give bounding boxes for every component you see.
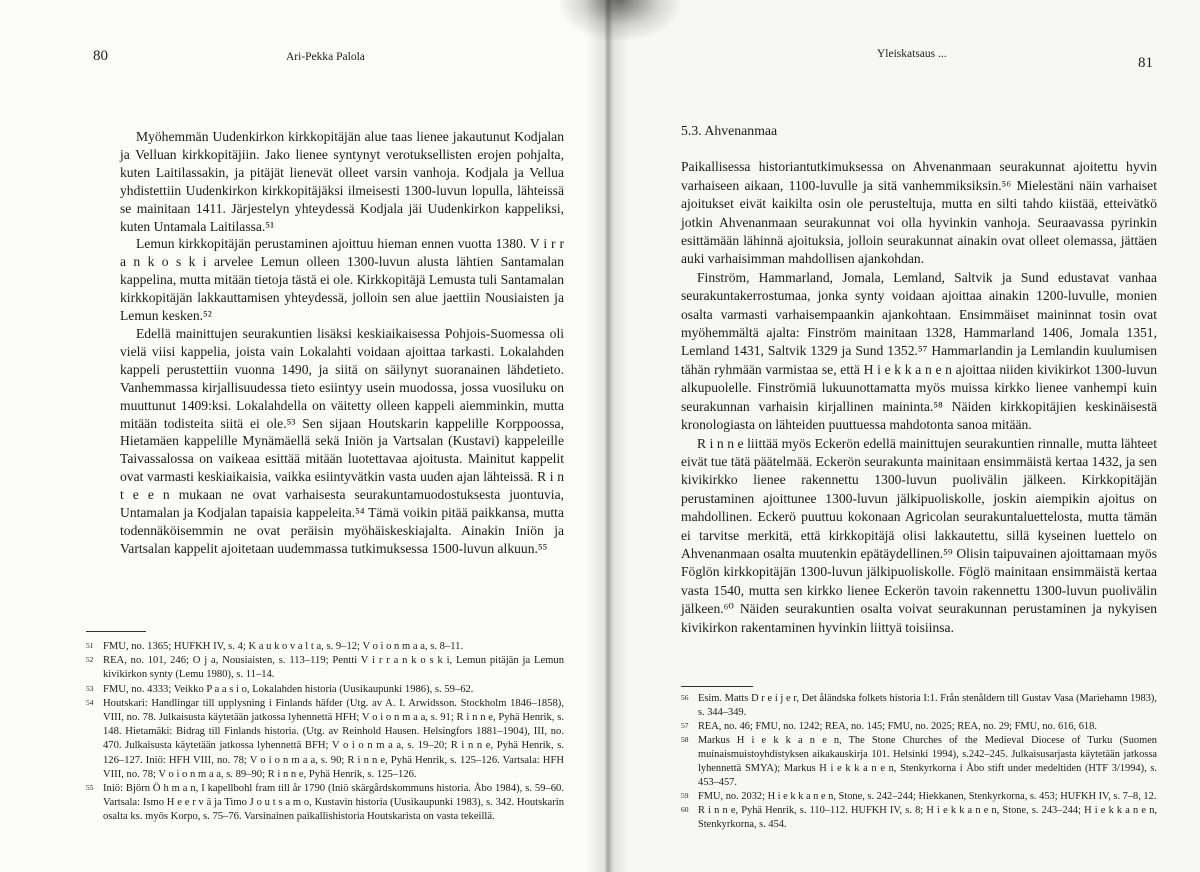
paragraph: Paikallisessa historiantutkimuksessa on Ahvenanmaan seurakunnat ajoitettu hyvin varhaiseen aikaan, 1100-luvulle ja sitä vanhemmiksiksin.⁵⁶ Mielestäni näin varhaiset ajoitukset eivät kaikilta osin ole perusteltuja, mutta en silti tahdo kiistää, etteivätkö jotkin Ahvenanmaan seurakunnat voi olla hyvinkin vanhoja. Seuraavassa pyrinkin esittämään lähinnä ajoituksia, jolloin seurakunnat ainakin ovat olleet olemassa, jättäen auki varhaisimman mahdollisen ajankohdan. bbox=[681, 159, 1157, 267]
footnote bbox=[86, 782, 564, 825]
page-number-right: 81 bbox=[1138, 55, 1153, 71]
footnote-number: 57 bbox=[681, 721, 689, 730]
running-head-right: Yleiskatsaus ... bbox=[877, 48, 947, 60]
footnote-text: Houtskari: Handlingar till upplysning i Finlands häfder (Utg. av A. I. Arwidsson. Stockholm 1846–1858), VIII, no. 78. Julkaisusta käytetään jatkossa lyhennettä HFH; V o i o n m a a, s. 91; R i n n e, Pyhä Henrik, s. 148. Hietamäki: Bidrag till Finlands historia. (Utg. av Reinhold Hausen. Helsingfors 1881–1904), III, no. 470. Julkaisusta käytetään jatkossa lyhennettä BFH; V o i o n m a a, s. 19–20; R i n n e, Pyhä Henrik, s. 126–127. Iniö: HFH VIII, no. 78; V o i o n m a a, s. 90; R i n n e, Pyhä Henrik, s. 125–126. Vartsala: HFH VIII, no. 78; V o i o n m a a, s. 89–90; R i n n e, Pyhä Henrik, s. 125–126. bbox=[103, 697, 564, 780]
footnote-number: 59 bbox=[681, 791, 689, 800]
footnote-number: 54 bbox=[86, 697, 94, 707]
footnote-text: Markus H i e k k a n e n, The Stone Churches of the Medieval Diocese of Turku (Suomen muinaismuistoyhdistyksen aikakauskirja 101. Helsinki 1994), s.242–245. Julkaisusarjasta käytetään jatkossa lyhennettä SMYA); Markus H i e k k a n e n, Stenkyrkorna i Åbo stift under medeltiden (HTF 3/1994), s. 453–457. bbox=[698, 735, 1157, 788]
footnote bbox=[681, 790, 1157, 804]
paragraph: Myöhemmän Uudenkirkon kirkkopitäjän alue taas lienee jakautunut Kodjalan ja Velluan kirkkopitäjiin. Jako lienee syntynyt verotuksellisten erojen pohjalta, kuten Laitilassakin, ja pitäjät lienevät olleet varsin vanhoja. Kodjala ja Vellua yhdistettiin Uudenkirkon kirkkopitäjäksi ilmeisesti 1300-luvun lopulla, lähteissä se mainitaan 1411. Järjestelyn yhteydessä Kodjala jäi Uudenkirkon kappeliksi, kuten Untamala Laitilassa.⁵¹ bbox=[120, 129, 564, 234]
footnote-text: FMU, no. 4333; Veikko P a a s i o, Lokalahden historia (Uusikaupunki 1986), s. 59–62. bbox=[103, 683, 474, 695]
left-footnotes bbox=[86, 640, 564, 825]
right-footnotes bbox=[681, 692, 1157, 832]
paragraph: Edellä mainittujen seurakuntien lisäksi keskiaikaisessa Pohjois-Suomessa oli vielä viisi kappelia, joista vain Lokalahti voidaan ajoittaa tarkasti. Lokalahden kappeli perustettiin vuonna 1490, ja siitä on säilynyt suoranainen lähdetieto. Vanhemmassa kirjallisuudessa tieto esiintyy usein muodossa, jossa vuosiluku on muuttunut 1409:ksi. Lokalahdella on väitetty olleen kappeli aiemminkin, mutta mitään todisteita siitä ei ole.⁵³ Sen sijaan Houtskarin kappelille Korppoossa, Hietamäen kappelille Mynämäellä sekä Iniön ja Vartsalan (Kustavi) kappeleille Taivassalossa on vaikeaa esittää mitään luotettavaa ajoitusta. Mainitut kappelit ovat varmasti keskiaikaisia, vaikka esiintyvätkin vasta uuden ajan lähteissä. R i n t e e n mukaan ne ovat varhaisesta seurakuntamuodostuksesta juontuvia, Untamalan ja Kodjalan tapaisia kappeleita.⁵⁴ Tämä voikin pitää paikkansa, mutta todennäköisemmin ne ovat peräisin myöhäiskeskiajalta. Ainakin Iniön ja Vartsalan kappelit ajoitetaan uudemmassa tutkimuksessa 1500-luvun alkuun.⁵⁵ bbox=[120, 325, 564, 556]
book-gutter-shadow bbox=[586, 0, 630, 872]
footnote bbox=[86, 640, 564, 654]
footnote-text: Esim. Matts D r e i j e r, Det åländska folkets historia I:1. Från stenåldern till Gustav Vasa (Mariehamn 1983), s. 344–349. bbox=[698, 693, 1157, 718]
footnote-text: FMU, no. 1365; HUFKH IV, s. 4; K a u k o v a l t a, s. 9–12; V o i o n m a a, s. 8–11. bbox=[103, 641, 464, 652]
footnote-text: Iniö: Björn Ö h m a n, I kapellbohl fram till år 1790 (Iniö skärgårdskommuns historia. Åbo 1984), s. 59–60. Vartsala: Ismo H e e r v ä ja Timo J o u t s a m o, Kustavin historia (Uusikaupunki 1983), s. 342. Houtskarin osalta ks. myös Korpo, s. 75–76. Varsinainen paikallishistoria Houtskarista on vasta tekeillä. bbox=[103, 783, 564, 823]
footnote-number: 56 bbox=[681, 693, 689, 702]
footnote bbox=[86, 683, 564, 697]
footnote bbox=[681, 720, 1157, 734]
footnote-number: 58 bbox=[681, 735, 689, 744]
footnote bbox=[86, 654, 564, 682]
footnote-text: REA, no. 101, 246; O j a, Nousiaisten, s. 113–119; Pentti V i r r a n k o s k i, Lemun pitäjän ja Lemun kivikirkon synty (Lemu 1980), s. 11–14. bbox=[103, 655, 564, 681]
page-number-left: 80 bbox=[93, 48, 108, 64]
footnote bbox=[681, 734, 1157, 790]
footnote bbox=[86, 697, 564, 782]
footnote bbox=[681, 804, 1157, 832]
footnote-text: REA, no. 46; FMU, no. 1242; REA, no. 145; FMU, no. 2025; REA, no. 29; FMU, no. 616, 618. bbox=[698, 721, 1097, 732]
paragraph: Lemun kirkkopitäjän perustaminen ajoittuu hieman ennen vuotta 1380. V i r r a n k o s k i arvelee Lemun olleen 1300-luvun alusta lähtien Santamalan kappelina, mutta mitään tietoja tästä ei ole. Kirkkopitäjä Lemusta tuli Santamalan kirkkopitäjän lakkauttamisen yhteydessä, jolloin sen alue jaettiin Nousiaisten ja Lemun kesken.⁵² bbox=[120, 236, 564, 324]
footnote-rule bbox=[86, 631, 146, 632]
footnote-number: 55 bbox=[86, 783, 94, 793]
footnote-rule bbox=[681, 686, 753, 687]
right-body-text bbox=[681, 122, 1157, 637]
footnote-number: 60 bbox=[681, 805, 689, 814]
paragraph: R i n n e liittää myös Eckerön edellä mainittujen seurakuntien rinnalle, mutta lähteet eivät tue tätä päätelmää. Eckerön seurakunta mainitaan ensimmäistä kertaa 1432, ja sen kivikirkko lienee rakennettu 1300-luvun puolivälin jälkeen. Kirkkopitäjän perustaminen ajoittunee 1300-luvun jälkipuoliskolle, joskin aiempikin ajoitus on mahdollinen. Eckerö puuttuu kokonaan Agricolan seurakuntaluettelosta, mutta tämän ei tarvitse merkitä, että kirkkopitäjä olisi lakkautettu, sillä kyseinen luettelo on Ahvenanmaan osalta muutenkin epätäydellinen.⁵⁹ Olisin taipuvainen ajoittamaan myös Föglön kirkkopitäjän 1300-luvun jälkipuoliskolle. Föglö mainitaan ensimmäistä kertaa vasta 1540, mutta sen kirkko lienee Eckerön tavoin rakennettu 1300-luvun puolivälin jälkeen.⁶⁰ Näiden seurakuntien osalta voivat seurakunnan perustaminen ja nykyisen kivikirkon rakentaminen hyvinkin liittyä toisiinsa. bbox=[681, 435, 1157, 635]
scan-shadow bbox=[560, 0, 680, 40]
section-heading: 5.3. Ahvenanmaa bbox=[681, 123, 778, 138]
footnote-number: 52 bbox=[86, 655, 94, 665]
footnote-text: R i n n e, Pyhä Henrik, s. 110–112. HUFKH IV, s. 8; H i e k k a n e n, Stone, s. 243–244; H i e k k a n e n, Stenkyrkorna, s. 454. bbox=[698, 805, 1157, 830]
footnote-text: FMU, no. 2032; H i e k k a n e n, Stone, s. 242–244; Hiekkanen, Stenkyrkorna, s. 453; HUFKH IV, s. 7–8, 12. bbox=[698, 791, 1157, 802]
running-head-left: Ari-Pekka Palola bbox=[286, 51, 365, 63]
paragraph: Finström, Hammarland, Jomala, Lemland, Saltvik ja Sund edustavat vanhaa seurakuntakerrostumaa, jonka synty voidaan ajoittaa ainakin 1200-luvulle, monien osalta varmasti varhaisempaankin ajankohtaan. Ensimmäiset maininnat tosin ovat myöhemmältä ajalta: Finström mainitaan 1328, Hammarland 1406, Jomala 1351, Lemland 1431, Saltvik 1329 ja Sund 1352.⁵⁷ Hammarlandin ja Lemlandin kuulumisen tähän ryhmään varmistaa se, että H i e k k a n e n ajoittaa niiden kivikirkot 1300-luvun alkupuolelle. Finströmiä lukuunottamatta myös muissa kirkko lienee vanhempi kuin seurakunnan varhaisin kirjallinen maininta.⁵⁸ Näiden kirkkopitäjien keskinäisestä kronologiasta on lähteiden puuttuessa mahdotonta sanoa mitään. bbox=[681, 269, 1157, 433]
footnote bbox=[681, 692, 1157, 720]
footnote-number: 53 bbox=[86, 683, 94, 693]
left-body-text bbox=[120, 128, 564, 558]
right-page bbox=[604, 0, 1200, 872]
footnote-number: 51 bbox=[86, 641, 94, 650]
